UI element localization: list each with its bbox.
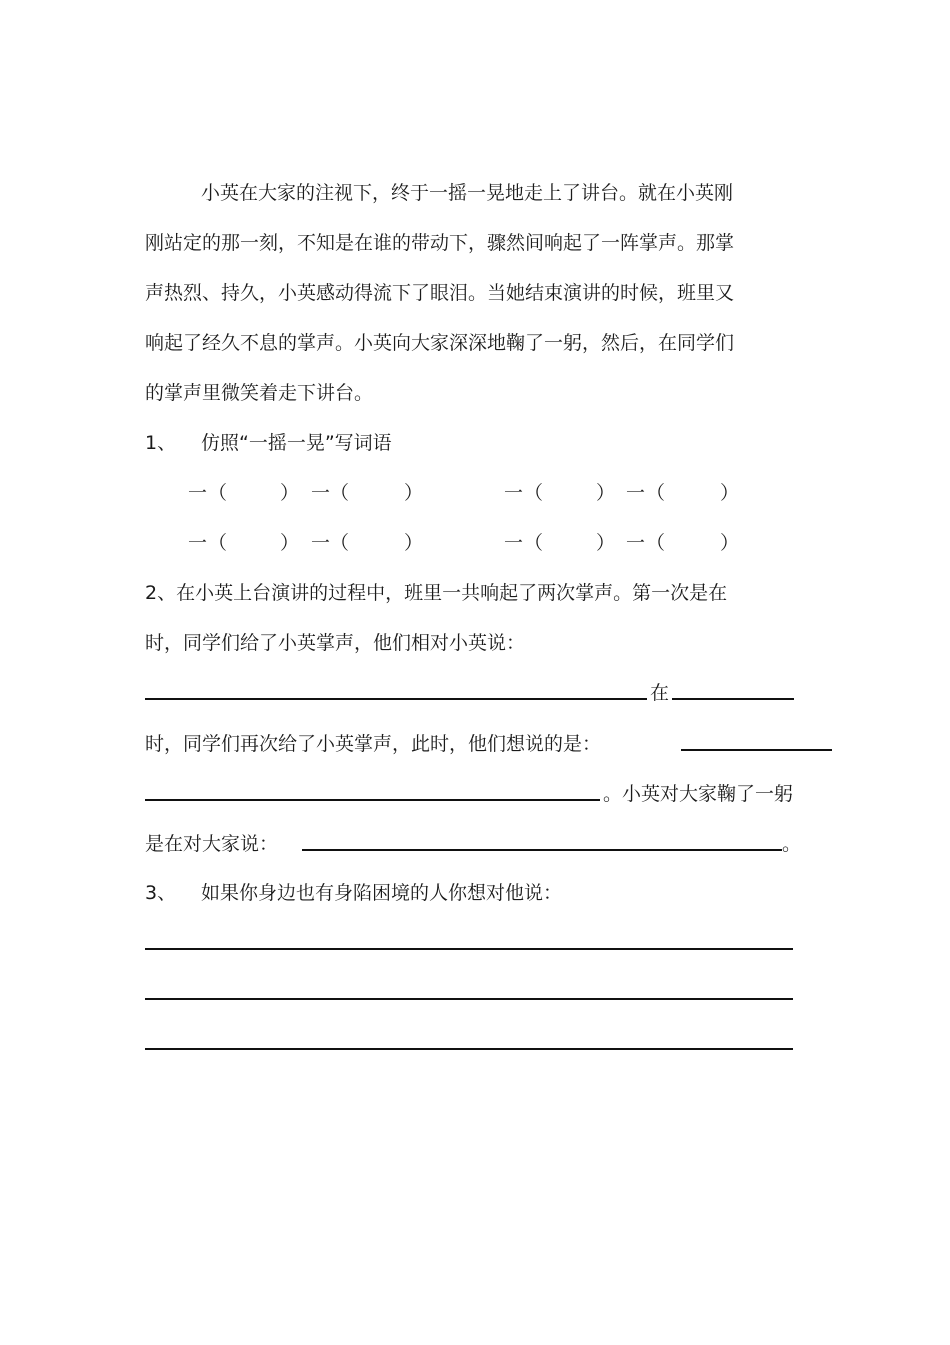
q2-answer-blank-3[interactable] — [681, 749, 832, 751]
q3-number: 3、 — [145, 882, 177, 904]
q1-close-paren: ） — [596, 482, 616, 504]
passage-line-5: 的掌声里微笑着走下讲台。 — [145, 382, 374, 404]
passage-line-1: 小英在大家的注视下，终于一摇一晃地走上了讲台。就在小英刚 — [201, 182, 734, 204]
q2-answer-blank-2[interactable] — [672, 698, 794, 700]
q2-line-5-tail: 。小英对大家鞠了一躬 — [603, 783, 794, 805]
passage-line-4: 响起了经久不息的掌声。小英向大家深深地鞠了一躬，然后，在同学们 — [145, 332, 735, 354]
q1-open-paren: （ — [524, 482, 544, 504]
q1-open-paren: （ — [524, 532, 544, 554]
q1-close-paren: ） — [720, 532, 740, 554]
q2-answer-blank-1[interactable] — [145, 698, 647, 700]
q1-close-paren: ） — [404, 482, 424, 504]
q1-yi: 一 — [504, 532, 524, 554]
q1-open-paren: （ — [208, 482, 228, 504]
q1-yi: 一 — [626, 482, 646, 504]
q3-answer-line-1[interactable] — [145, 948, 793, 950]
q2-line-1: 2、在小英上台演讲的过程中，班里一共响起了两次掌声。第一次是在 — [145, 582, 728, 604]
q1-prompt: 仿照“一摇一晃”写词语 — [201, 432, 392, 454]
q1-yi: 一 — [504, 482, 524, 504]
q1-open-paren: （ — [330, 482, 350, 504]
q3-answer-line-3[interactable] — [145, 1048, 793, 1050]
q1-close-paren: ） — [596, 532, 616, 554]
q1-yi: 一 — [188, 532, 208, 554]
q1-yi: 一 — [188, 482, 208, 504]
q1-open-paren: （ — [208, 532, 228, 554]
q1-close-paren: ） — [280, 482, 300, 504]
passage-line-3: 声热烈、持久，小英感动得流下了眼泪。当她结束演讲的时候，班里又 — [145, 282, 735, 304]
q1-close-paren: ） — [280, 532, 300, 554]
q1-yi: 一 — [311, 532, 331, 554]
q1-open-paren: （ — [646, 532, 666, 554]
q1-close-paren: ） — [404, 532, 424, 554]
q2-line-6: 是在对大家说： — [145, 833, 279, 855]
q2-answer-blank-4[interactable] — [145, 799, 600, 801]
q1-number: 1、 — [145, 432, 177, 454]
q2-answer-blank-5[interactable] — [302, 849, 782, 851]
q3-prompt: 如果你身边也有身陷困境的人你想对他说： — [201, 882, 563, 904]
q2-line-2: 时，同学们给了小英掌声，他们相对小英说： — [145, 632, 526, 654]
q2-zai: 在 — [650, 682, 670, 704]
passage-line-2: 刚站定的那一刻，不知是在谁的带动下，骤然间响起了一阵掌声。那掌 — [145, 232, 735, 254]
q1-yi: 一 — [311, 482, 331, 504]
q1-open-paren: （ — [646, 482, 666, 504]
q1-yi: 一 — [626, 532, 646, 554]
q2-line-4: 时，同学们再次给了小英掌声，此时，他们想说的是： — [145, 733, 602, 755]
q3-answer-line-2[interactable] — [145, 998, 793, 1000]
q2-period: 。 — [782, 833, 802, 855]
q1-open-paren: （ — [330, 532, 350, 554]
q1-close-paren: ） — [720, 482, 740, 504]
